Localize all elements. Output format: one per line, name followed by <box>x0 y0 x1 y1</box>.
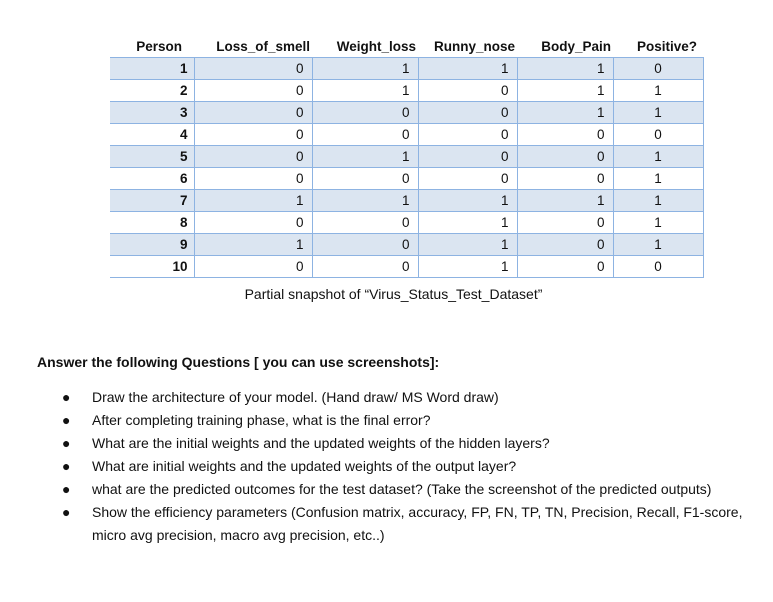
list-item <box>60 386 760 409</box>
question-text: What are the initial weights and the updated weights of the hidden layers? <box>92 435 550 451</box>
table-cell: 1 <box>517 58 613 80</box>
table-cell: 1 <box>613 146 703 168</box>
bullet-icon: ● <box>62 504 71 520</box>
table-cell: 0 <box>194 102 312 124</box>
table-cell: 0 <box>312 234 418 256</box>
table-cell: 0 <box>312 124 418 146</box>
person-cell: 2 <box>110 80 194 102</box>
table-cell: 0 <box>517 146 613 168</box>
table-cell: 1 <box>312 146 418 168</box>
table-cell: 0 <box>312 256 418 278</box>
table-row <box>110 58 703 80</box>
table-cell: 0 <box>613 256 703 278</box>
table-cell: 0 <box>194 168 312 190</box>
table-cell: 0 <box>418 102 517 124</box>
person-cell: 6 <box>110 168 194 190</box>
table-cell: 0 <box>613 124 703 146</box>
dataset-table <box>110 36 704 278</box>
table-row <box>110 102 703 124</box>
list-item <box>60 501 760 547</box>
question-text: Draw the architecture of your model. (Hand draw/ MS Word draw) <box>92 389 499 405</box>
header-weight-loss: Weight_loss <box>312 36 418 58</box>
table-cell: 0 <box>418 146 517 168</box>
table-row <box>110 124 703 146</box>
table-cell: 0 <box>194 58 312 80</box>
table-cell: 1 <box>418 190 517 212</box>
question-text: After completing training phase, what is the final error? <box>92 412 431 428</box>
person-cell: 7 <box>110 190 194 212</box>
header-body-pain: Body_Pain <box>517 36 613 58</box>
table-cell: 1 <box>613 190 703 212</box>
table-cell: 1 <box>517 102 613 124</box>
table-cell: 0 <box>613 58 703 80</box>
list-item <box>60 478 760 501</box>
question-text: what are the predicted outcomes for the test dataset? (Take the screenshot of the predicted outputs) <box>92 481 712 497</box>
header-positive: Positive? <box>613 36 703 58</box>
table-cell: 0 <box>517 124 613 146</box>
table-row <box>110 168 703 190</box>
question-list <box>60 386 760 547</box>
table-cell: 1 <box>194 190 312 212</box>
table-cell: 0 <box>194 212 312 234</box>
bullet-icon: ● <box>62 481 71 497</box>
header-runny-nose: Runny_nose <box>418 36 517 58</box>
list-item <box>60 455 760 478</box>
bullet-icon: ● <box>62 458 71 474</box>
table-cell: 1 <box>517 190 613 212</box>
questions-heading: Answer the following Questions [ you can use screenshots]: <box>37 354 440 370</box>
table-row <box>110 80 703 102</box>
table-cell: 1 <box>613 234 703 256</box>
table-cell: 0 <box>517 168 613 190</box>
header-person: Person <box>110 36 194 58</box>
table-cell: 0 <box>517 256 613 278</box>
table-cell: 1 <box>194 234 312 256</box>
table-cell: 0 <box>194 124 312 146</box>
table-cell: 0 <box>194 80 312 102</box>
list-item <box>60 409 760 432</box>
table-cell: 1 <box>312 80 418 102</box>
table-cell: 0 <box>312 168 418 190</box>
table-row <box>110 212 703 234</box>
table-row <box>110 190 703 212</box>
table-row <box>110 146 703 168</box>
table-header-row <box>110 36 703 58</box>
bullet-icon: ● <box>62 412 71 428</box>
person-cell: 9 <box>110 234 194 256</box>
person-cell: 4 <box>110 124 194 146</box>
table-cell: 1 <box>613 168 703 190</box>
table-cell: 0 <box>312 212 418 234</box>
table-cell: 1 <box>312 190 418 212</box>
table-cell: 0 <box>517 234 613 256</box>
table-cell: 0 <box>418 168 517 190</box>
table-row <box>110 256 703 278</box>
person-cell: 8 <box>110 212 194 234</box>
table-row <box>110 234 703 256</box>
bullet-icon: ● <box>62 389 71 405</box>
table-cell: 0 <box>418 124 517 146</box>
table-cell: 0 <box>312 102 418 124</box>
question-text: Show the efficiency parameters (Confusion matrix, accuracy, FP, FN, TP, TN, Precision, Recall, F1-score, micro avg precision, macro avg precision, etc..) <box>92 504 743 543</box>
table-cell: 0 <box>194 146 312 168</box>
table-cell: 0 <box>194 256 312 278</box>
list-item <box>60 432 760 455</box>
person-cell: 5 <box>110 146 194 168</box>
person-cell: 3 <box>110 102 194 124</box>
header-loss-of-smell: Loss_of_smell <box>194 36 312 58</box>
table-cell: 1 <box>517 80 613 102</box>
person-cell: 10 <box>110 256 194 278</box>
table-cell: 1 <box>613 102 703 124</box>
question-text: What are initial weights and the updated weights of the output layer? <box>92 458 517 474</box>
table-cell: 1 <box>312 58 418 80</box>
table-cell: 1 <box>613 80 703 102</box>
table-cell: 1 <box>613 212 703 234</box>
table-cell: 1 <box>418 212 517 234</box>
table-cell: 0 <box>418 80 517 102</box>
table-cell: 1 <box>418 256 517 278</box>
table-caption: Partial snapshot of “Virus_Status_Test_Dataset” <box>244 286 543 302</box>
person-cell: 1 <box>110 58 194 80</box>
table-cell: 1 <box>418 58 517 80</box>
table-cell: 1 <box>418 234 517 256</box>
bullet-icon: ● <box>62 435 71 451</box>
table-cell: 0 <box>517 212 613 234</box>
